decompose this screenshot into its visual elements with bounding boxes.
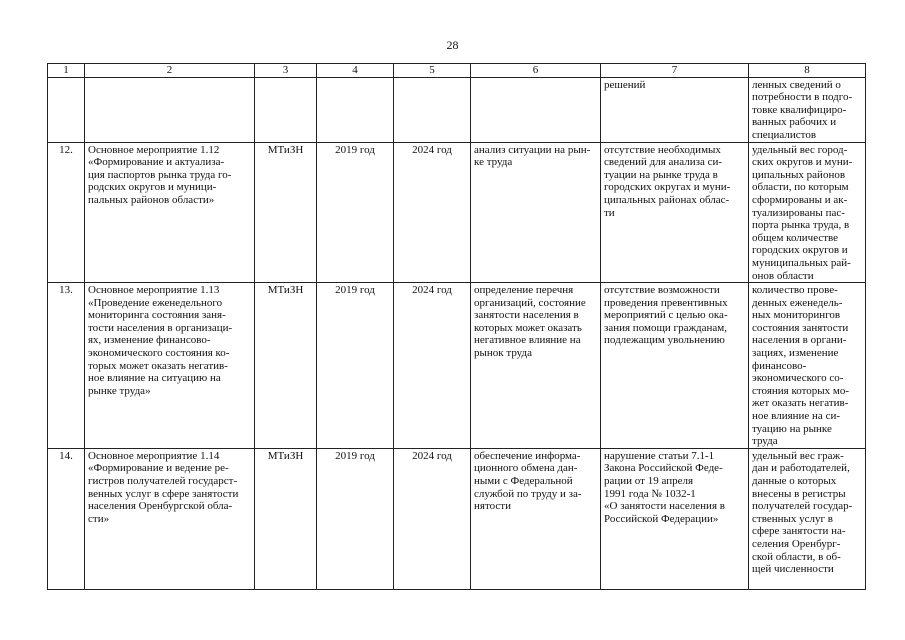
- start-year: 2019 год: [317, 142, 394, 283]
- related-indicator: удельный вес граж- дан и работодателей, данные о которых внесены в регистры получателей государ- ственных услуг в сфере занятости на- селения Оренбург- ской области, в об- щей численности: [749, 448, 866, 589]
- measure-title: Основное мероприятие 1.13 «Проведение еженедельного мониторинга состояния заня- тости населения в организаци- ях, изменение финансово- экономического состояния ко- торых может оказать негатив- ное влияние на ситуацию на рынке труда»: [85, 283, 255, 449]
- continuation-cell-6: [471, 77, 601, 142]
- measure-title: Основное мероприятие 1.12 «Формирование и актуализа- ция паспортов рынка труда го- родских округов и муници- пальных районов области»: [85, 142, 255, 283]
- table-row: [48, 142, 866, 283]
- related-indicator: удельный вес город- ских округов и муни- ципальных районов области, по которым сформированы и ак- туализированы пас- порта рынка труда, в общем количестве городских округов и муниципальных рай- онов области: [749, 142, 866, 283]
- expected-result: анализ ситуации на рын- ке труда: [471, 142, 601, 283]
- end-year: 2024 год: [394, 448, 471, 589]
- start-year: 2019 год: [317, 448, 394, 589]
- continuation-risk-cell: решений: [601, 77, 749, 142]
- table-row: [48, 448, 866, 589]
- column-header-6: 6: [471, 64, 601, 78]
- column-number-row: [48, 64, 866, 78]
- column-header-7: 7: [601, 64, 749, 78]
- end-year: 2024 год: [394, 142, 471, 283]
- column-header-3: 3: [255, 64, 317, 78]
- column-header-8: 8: [749, 64, 866, 78]
- continuation-cell-5: [394, 77, 471, 142]
- executor: МТиЗН: [255, 142, 317, 283]
- executor: МТиЗН: [255, 448, 317, 589]
- continuation-row: [48, 77, 866, 142]
- row-number: 14.: [48, 448, 85, 589]
- column-header-2: 2: [85, 64, 255, 78]
- measures-table: [47, 63, 866, 590]
- continuation-cell-1: [48, 77, 85, 142]
- non-implementation-consequence: нарушение статьи 7.1-1 Закона Российской Феде- рации от 19 апреля 1991 года № 1032-1 «О занятости населения в Российской Федерации»: [601, 448, 749, 589]
- column-header-4: 4: [317, 64, 394, 78]
- end-year: 2024 год: [394, 283, 471, 449]
- expected-result: определение перечня организаций, состояние занятости населения в которых может оказать негативное влияние на рынок труда: [471, 283, 601, 449]
- non-implementation-consequence: отсутствие необходимых сведений для анализа си- туации на рынке труда в городских округах и муни- ципальных районах облас- ти: [601, 142, 749, 283]
- continuation-cell-3: [255, 77, 317, 142]
- row-number: 13.: [48, 283, 85, 449]
- executor: МТиЗН: [255, 283, 317, 449]
- related-indicator: количество прове- денных еженедель- ных мониторингов состояния занятости населения в органи- зациях, изменение финансово- экономического со- стояния которых мо- жет оказать негатив- ное влияние на си- туацию на рынке труда: [749, 283, 866, 449]
- column-header-5: 5: [394, 64, 471, 78]
- non-implementation-consequence: отсутствие возможности проведения превентивных мероприятий с целью ока- зания помощи гражданам, подлежащим увольнению: [601, 283, 749, 449]
- table-row: [48, 283, 866, 449]
- page-number: 28: [446, 38, 459, 52]
- row-number: 12.: [48, 142, 85, 283]
- column-header-1: 1: [48, 64, 85, 78]
- expected-result: обеспечение информа- ционного обмена дан- ными с Федеральной службой по труду и за- нятости: [471, 448, 601, 589]
- measure-title: Основное мероприятие 1.14 «Формирование и ведение ре- гистров получателей государст- венных услуг в сфере занятости населения Оренбургской обла- сти»: [85, 448, 255, 589]
- continuation-cell-4: [317, 77, 394, 142]
- continuation-cell-2: [85, 77, 255, 142]
- start-year: 2019 год: [317, 283, 394, 449]
- continuation-indicator-cell: ленных сведений о потребности в подго- товке квалифициро- ванных рабочих и специалистов: [749, 77, 866, 142]
